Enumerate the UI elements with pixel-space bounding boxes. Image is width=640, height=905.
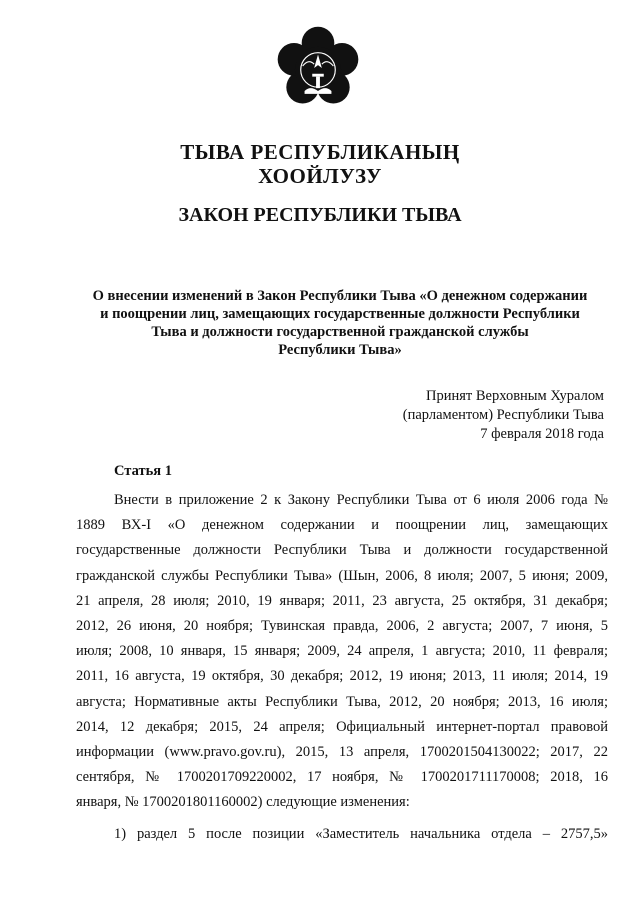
body-line: информации (www.pravo.gov.ru), 2015, 13 апреля, 1700201504130022; 2017, 22 [76,743,608,760]
body-line: августа; Нормативные акты Республики Тыва, 2012, 20 ноября; 2013, 16 июля; [76,693,608,710]
title-line: Республики Тыва» [278,342,402,358]
body-line: гражданской службы Республики Тыва» (Шын, 2006, 8 июля; 2007, 5 июня; 2009, [76,567,608,584]
adoption-date: 7 февраля 2018 года [480,426,604,442]
body-line: государственные должности Республики Тыва и должности государственной [76,542,608,559]
title-line: О внесении изменений в Закон Республики Тыва «О денежном содержании [92,288,588,304]
body-line: 2012, 26 июня, 20 ноября; Тувинская правда, 2006, 2 августа; 2007, 7 июня, 5 [76,617,608,634]
title-line: и поощрении лиц, замещающих государственные должности Республики [100,306,580,322]
title-line: Тыва и должности государственной гражданской службы [151,324,529,340]
body-line: 1889 ВХ-I «О денежном содержании и поощрении лиц, замещающих [76,517,608,534]
amendment-item-1: 1) раздел 5 после позиции «Заместитель начальника отдела – 2757,5» [114,826,608,842]
article-body [76,488,608,815]
article-heading: Статья 1 [114,463,172,479]
law-subject-title [70,287,610,359]
adoption-line: (парламентом) Республики Тыва [402,407,604,423]
header-line-tyva-republic: ТЫВА РЕСПУБЛИКАНЫҢ [180,140,460,164]
header-line-khooiluzu: ХООЙЛУЗУ [258,164,382,188]
body-line: 21 апреля, 28 июля; 2010, 19 января; 2011, 23 августа, 25 октября, 31 декабря; [76,592,608,609]
tyva-emblem-icon [270,20,366,116]
body-line: июля; 2008, 10 января, 15 января; 2009, 24 апреля, 1 августа; 2010, 11 февраля; [76,643,608,660]
body-line: января, № 1700201801160002) следующие изменения: [76,794,410,811]
law-title: ЗАКОН РЕСПУБЛИКИ ТЫВА [178,204,462,226]
adoption-line: Принят Верховным Хуралом [426,388,604,404]
body-line: 2014, 12 декабря; 2015, 24 апреля; Официальный интернет-портал правовой [76,718,608,735]
body-line: сентября, № 1700201709220002, 17 ноября, № 1700201711170008; 2018, 16 [76,769,608,786]
body-line: Внести в приложение 2 к Закону Республики Тыва от 6 июля 2006 года № [114,492,608,508]
adoption-note [403,387,604,444]
body-line: 2011, 16 августа, 19 октября, 30 декабря; 2012, 19 июня; 2013, 11 июля; 2014, 19 [76,668,608,685]
